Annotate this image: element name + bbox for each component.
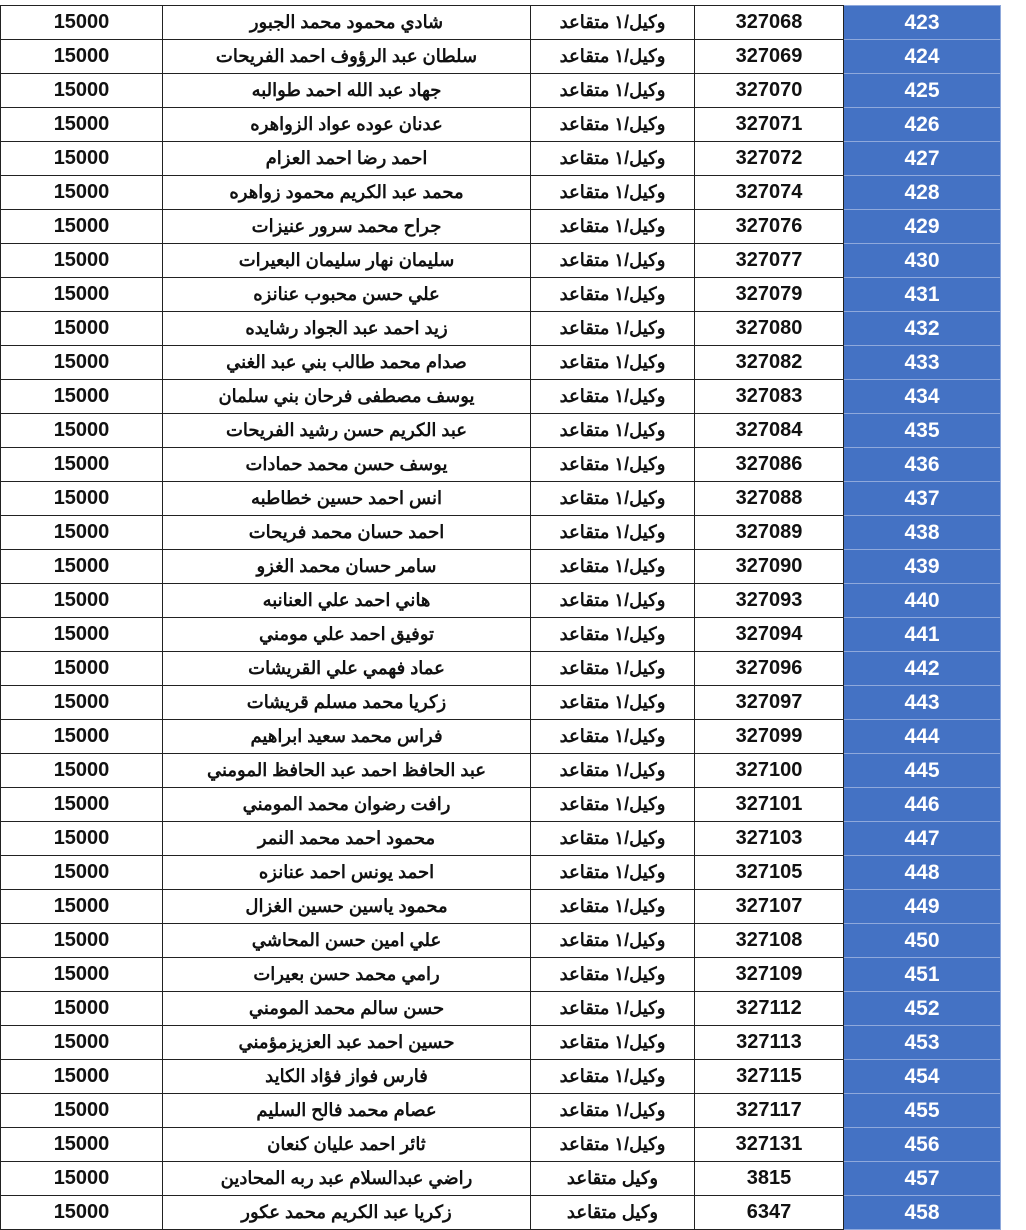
rank-cell: وكيل/١ متقاعد bbox=[531, 40, 695, 74]
number-cell: 327082 bbox=[695, 346, 844, 380]
amount-cell: 15000 bbox=[1, 992, 163, 1026]
name-cell: سامر حسان محمد الغزو bbox=[163, 550, 531, 584]
name-cell: سليمان نهار سليمان البعيرات bbox=[163, 244, 531, 278]
name-cell: رامي محمد حسن بعيرات bbox=[163, 958, 531, 992]
number-cell: 327068 bbox=[695, 6, 844, 40]
amount-cell: 15000 bbox=[1, 754, 163, 788]
amount-cell: 15000 bbox=[1, 414, 163, 448]
amount-cell: 15000 bbox=[1, 584, 163, 618]
table-row bbox=[1, 550, 1001, 584]
name-cell: فارس فواز فؤاد الكايد bbox=[163, 1060, 531, 1094]
rank-cell: وكيل متقاعد bbox=[531, 1196, 695, 1230]
amount-cell: 15000 bbox=[1, 380, 163, 414]
table-row bbox=[1, 1026, 1001, 1060]
name-cell: محمود احمد محمد النمر bbox=[163, 822, 531, 856]
table-row bbox=[1, 992, 1001, 1026]
amount-cell: 15000 bbox=[1, 40, 163, 74]
name-cell: هاني احمد علي العنانبه bbox=[163, 584, 531, 618]
number-cell: 327071 bbox=[695, 108, 844, 142]
number-cell: 327107 bbox=[695, 890, 844, 924]
index-cell: 451 bbox=[844, 958, 1001, 992]
index-cell: 444 bbox=[844, 720, 1001, 754]
number-cell: 327103 bbox=[695, 822, 844, 856]
index-cell: 455 bbox=[844, 1094, 1001, 1128]
rank-cell: وكيل/١ متقاعد bbox=[531, 754, 695, 788]
index-cell: 424 bbox=[844, 40, 1001, 74]
table-row bbox=[1, 482, 1001, 516]
table-row bbox=[1, 924, 1001, 958]
rank-cell: وكيل/١ متقاعد bbox=[531, 1128, 695, 1162]
index-cell: 438 bbox=[844, 516, 1001, 550]
index-cell: 432 bbox=[844, 312, 1001, 346]
amount-cell: 15000 bbox=[1, 856, 163, 890]
table-row bbox=[1, 176, 1001, 210]
number-cell: 327072 bbox=[695, 142, 844, 176]
rank-cell: وكيل/١ متقاعد bbox=[531, 312, 695, 346]
rank-cell: وكيل/١ متقاعد bbox=[531, 482, 695, 516]
name-cell: عصام محمد فالح السليم bbox=[163, 1094, 531, 1128]
number-cell: 3815 bbox=[695, 1162, 844, 1196]
number-cell: 327076 bbox=[695, 210, 844, 244]
table-row bbox=[1, 40, 1001, 74]
rank-cell: وكيل/١ متقاعد bbox=[531, 1026, 695, 1060]
table-row bbox=[1, 74, 1001, 108]
name-cell: عدنان عوده عواد الزواهره bbox=[163, 108, 531, 142]
rank-cell: وكيل/١ متقاعد bbox=[531, 74, 695, 108]
table-row bbox=[1, 414, 1001, 448]
name-cell: علي امين حسن المحاشي bbox=[163, 924, 531, 958]
number-cell: 327100 bbox=[695, 754, 844, 788]
name-cell: زيد احمد عبد الجواد رشايده bbox=[163, 312, 531, 346]
rank-cell: وكيل/١ متقاعد bbox=[531, 788, 695, 822]
index-cell: 426 bbox=[844, 108, 1001, 142]
rank-cell: وكيل/١ متقاعد bbox=[531, 992, 695, 1026]
index-cell: 449 bbox=[844, 890, 1001, 924]
table-row bbox=[1, 618, 1001, 652]
amount-cell: 15000 bbox=[1, 1060, 163, 1094]
index-cell: 454 bbox=[844, 1060, 1001, 1094]
amount-cell: 15000 bbox=[1, 1026, 163, 1060]
name-cell: يوسف حسن محمد حمادات bbox=[163, 448, 531, 482]
rank-cell: وكيل/١ متقاعد bbox=[531, 686, 695, 720]
table-row bbox=[1, 346, 1001, 380]
index-cell: 430 bbox=[844, 244, 1001, 278]
table-row bbox=[1, 1162, 1001, 1196]
rank-cell: وكيل متقاعد bbox=[531, 1162, 695, 1196]
amount-cell: 15000 bbox=[1, 550, 163, 584]
name-cell: راضي عبدالسلام عبد ربه المحادين bbox=[163, 1162, 531, 1196]
number-cell: 327089 bbox=[695, 516, 844, 550]
index-cell: 427 bbox=[844, 142, 1001, 176]
table-row bbox=[1, 244, 1001, 278]
number-cell: 327070 bbox=[695, 74, 844, 108]
amount-cell: 15000 bbox=[1, 1128, 163, 1162]
amount-cell: 15000 bbox=[1, 448, 163, 482]
rank-cell: وكيل/١ متقاعد bbox=[531, 142, 695, 176]
amount-cell: 15000 bbox=[1, 346, 163, 380]
amount-cell: 15000 bbox=[1, 958, 163, 992]
name-cell: رافت رضوان محمد المومني bbox=[163, 788, 531, 822]
index-cell: 441 bbox=[844, 618, 1001, 652]
amount-cell: 15000 bbox=[1, 1196, 163, 1230]
index-cell: 443 bbox=[844, 686, 1001, 720]
index-cell: 423 bbox=[844, 6, 1001, 40]
number-cell: 327108 bbox=[695, 924, 844, 958]
rank-cell: وكيل/١ متقاعد bbox=[531, 550, 695, 584]
table-row bbox=[1, 380, 1001, 414]
rank-cell: وكيل/١ متقاعد bbox=[531, 890, 695, 924]
number-cell: 327069 bbox=[695, 40, 844, 74]
table-row bbox=[1, 686, 1001, 720]
name-cell: احمد رضا احمد العزام bbox=[163, 142, 531, 176]
name-cell: احمد حسان محمد فريحات bbox=[163, 516, 531, 550]
name-cell: جهاد عبد الله احمد طوالبه bbox=[163, 74, 531, 108]
index-cell: 453 bbox=[844, 1026, 1001, 1060]
amount-cell: 15000 bbox=[1, 6, 163, 40]
table-row bbox=[1, 788, 1001, 822]
rank-cell: وكيل/١ متقاعد bbox=[531, 822, 695, 856]
table-row bbox=[1, 1128, 1001, 1162]
number-cell: 327117 bbox=[695, 1094, 844, 1128]
name-cell: توفيق احمد علي مومني bbox=[163, 618, 531, 652]
name-cell: عماد فهمي علي القريشات bbox=[163, 652, 531, 686]
number-cell: 327093 bbox=[695, 584, 844, 618]
index-cell: 440 bbox=[844, 584, 1001, 618]
table-row bbox=[1, 312, 1001, 346]
number-cell: 327079 bbox=[695, 278, 844, 312]
rank-cell: وكيل/١ متقاعد bbox=[531, 346, 695, 380]
name-cell: حسين احمد عبد العزيزمؤمني bbox=[163, 1026, 531, 1060]
amount-cell: 15000 bbox=[1, 312, 163, 346]
index-cell: 437 bbox=[844, 482, 1001, 516]
table-row bbox=[1, 890, 1001, 924]
name-cell: صدام محمد طالب بني عبد الغني bbox=[163, 346, 531, 380]
table-row bbox=[1, 754, 1001, 788]
amount-cell: 15000 bbox=[1, 108, 163, 142]
index-cell: 435 bbox=[844, 414, 1001, 448]
number-cell: 327131 bbox=[695, 1128, 844, 1162]
amount-cell: 15000 bbox=[1, 924, 163, 958]
index-cell: 434 bbox=[844, 380, 1001, 414]
rank-cell: وكيل/١ متقاعد bbox=[531, 6, 695, 40]
table-row bbox=[1, 516, 1001, 550]
index-cell: 452 bbox=[844, 992, 1001, 1026]
rank-cell: وكيل/١ متقاعد bbox=[531, 584, 695, 618]
table-row bbox=[1, 1094, 1001, 1128]
rank-cell: وكيل/١ متقاعد bbox=[531, 448, 695, 482]
amount-cell: 15000 bbox=[1, 210, 163, 244]
retirees-table bbox=[0, 5, 1001, 1230]
rank-cell: وكيل/١ متقاعد bbox=[531, 856, 695, 890]
name-cell: زكريا عبد الكريم محمد عكور bbox=[163, 1196, 531, 1230]
number-cell: 327099 bbox=[695, 720, 844, 754]
index-cell: 425 bbox=[844, 74, 1001, 108]
amount-cell: 15000 bbox=[1, 278, 163, 312]
number-cell: 327113 bbox=[695, 1026, 844, 1060]
amount-cell: 15000 bbox=[1, 516, 163, 550]
amount-cell: 15000 bbox=[1, 686, 163, 720]
name-cell: محمد عبد الكريم محمود زواهره bbox=[163, 176, 531, 210]
number-cell: 327115 bbox=[695, 1060, 844, 1094]
table-row bbox=[1, 652, 1001, 686]
number-cell: 327084 bbox=[695, 414, 844, 448]
index-cell: 439 bbox=[844, 550, 1001, 584]
table-row bbox=[1, 958, 1001, 992]
table-row bbox=[1, 822, 1001, 856]
name-cell: انس احمد حسين خطاطبه bbox=[163, 482, 531, 516]
index-cell: 436 bbox=[844, 448, 1001, 482]
index-cell: 456 bbox=[844, 1128, 1001, 1162]
number-cell: 6347 bbox=[695, 1196, 844, 1230]
index-cell: 433 bbox=[844, 346, 1001, 380]
rank-cell: وكيل/١ متقاعد bbox=[531, 210, 695, 244]
name-cell: احمد يونس احمد عنانزه bbox=[163, 856, 531, 890]
table-row bbox=[1, 210, 1001, 244]
amount-cell: 15000 bbox=[1, 618, 163, 652]
rank-cell: وكيل/١ متقاعد bbox=[531, 414, 695, 448]
index-cell: 446 bbox=[844, 788, 1001, 822]
rank-cell: وكيل/١ متقاعد bbox=[531, 516, 695, 550]
index-cell: 447 bbox=[844, 822, 1001, 856]
number-cell: 327112 bbox=[695, 992, 844, 1026]
name-cell: علي حسن محبوب عنانزه bbox=[163, 278, 531, 312]
index-cell: 431 bbox=[844, 278, 1001, 312]
amount-cell: 15000 bbox=[1, 482, 163, 516]
index-cell: 450 bbox=[844, 924, 1001, 958]
number-cell: 327094 bbox=[695, 618, 844, 652]
rank-cell: وكيل/١ متقاعد bbox=[531, 618, 695, 652]
table-row bbox=[1, 856, 1001, 890]
table-row bbox=[1, 1196, 1001, 1230]
number-cell: 327096 bbox=[695, 652, 844, 686]
table-row bbox=[1, 142, 1001, 176]
name-cell: فراس محمد سعيد ابراهيم bbox=[163, 720, 531, 754]
rank-cell: وكيل/١ متقاعد bbox=[531, 652, 695, 686]
number-cell: 327083 bbox=[695, 380, 844, 414]
amount-cell: 15000 bbox=[1, 652, 163, 686]
table-body bbox=[1, 6, 1001, 1230]
rank-cell: وكيل/١ متقاعد bbox=[531, 1060, 695, 1094]
name-cell: جراح محمد سرور عنيزات bbox=[163, 210, 531, 244]
index-cell: 428 bbox=[844, 176, 1001, 210]
amount-cell: 15000 bbox=[1, 1094, 163, 1128]
name-cell: عبد الكريم حسن رشيد الفريحات bbox=[163, 414, 531, 448]
number-cell: 327090 bbox=[695, 550, 844, 584]
index-cell: 458 bbox=[844, 1196, 1001, 1230]
index-cell: 445 bbox=[844, 754, 1001, 788]
table-row bbox=[1, 278, 1001, 312]
index-cell: 442 bbox=[844, 652, 1001, 686]
index-cell: 448 bbox=[844, 856, 1001, 890]
number-cell: 327086 bbox=[695, 448, 844, 482]
name-cell: عبد الحافظ احمد عبد الحافظ المومني bbox=[163, 754, 531, 788]
amount-cell: 15000 bbox=[1, 142, 163, 176]
table-row bbox=[1, 720, 1001, 754]
table-row bbox=[1, 108, 1001, 142]
table-row bbox=[1, 584, 1001, 618]
name-cell: شادي محمود محمد الجبور bbox=[163, 6, 531, 40]
table-row bbox=[1, 1060, 1001, 1094]
index-cell: 457 bbox=[844, 1162, 1001, 1196]
name-cell: ثائر احمد عليان كنعان bbox=[163, 1128, 531, 1162]
number-cell: 327074 bbox=[695, 176, 844, 210]
rank-cell: وكيل/١ متقاعد bbox=[531, 108, 695, 142]
amount-cell: 15000 bbox=[1, 74, 163, 108]
rank-cell: وكيل/١ متقاعد bbox=[531, 176, 695, 210]
number-cell: 327088 bbox=[695, 482, 844, 516]
name-cell: حسن سالم محمد المومني bbox=[163, 992, 531, 1026]
table-row bbox=[1, 6, 1001, 40]
number-cell: 327077 bbox=[695, 244, 844, 278]
amount-cell: 15000 bbox=[1, 822, 163, 856]
name-cell: يوسف مصطفى فرحان بني سلمان bbox=[163, 380, 531, 414]
amount-cell: 15000 bbox=[1, 244, 163, 278]
rank-cell: وكيل/١ متقاعد bbox=[531, 278, 695, 312]
table-row bbox=[1, 448, 1001, 482]
number-cell: 327080 bbox=[695, 312, 844, 346]
number-cell: 327105 bbox=[695, 856, 844, 890]
rank-cell: وكيل/١ متقاعد bbox=[531, 380, 695, 414]
rank-cell: وكيل/١ متقاعد bbox=[531, 958, 695, 992]
rank-cell: وكيل/١ متقاعد bbox=[531, 924, 695, 958]
number-cell: 327101 bbox=[695, 788, 844, 822]
amount-cell: 15000 bbox=[1, 890, 163, 924]
amount-cell: 15000 bbox=[1, 176, 163, 210]
name-cell: سلطان عبد الرؤوف احمد الفريحات bbox=[163, 40, 531, 74]
rank-cell: وكيل/١ متقاعد bbox=[531, 244, 695, 278]
amount-cell: 15000 bbox=[1, 720, 163, 754]
rank-cell: وكيل/١ متقاعد bbox=[531, 720, 695, 754]
amount-cell: 15000 bbox=[1, 788, 163, 822]
number-cell: 327109 bbox=[695, 958, 844, 992]
name-cell: زكريا محمد مسلم قريشات bbox=[163, 686, 531, 720]
amount-cell: 15000 bbox=[1, 1162, 163, 1196]
rank-cell: وكيل/١ متقاعد bbox=[531, 1094, 695, 1128]
name-cell: محمود ياسين حسين الغزال bbox=[163, 890, 531, 924]
number-cell: 327097 bbox=[695, 686, 844, 720]
index-cell: 429 bbox=[844, 210, 1001, 244]
